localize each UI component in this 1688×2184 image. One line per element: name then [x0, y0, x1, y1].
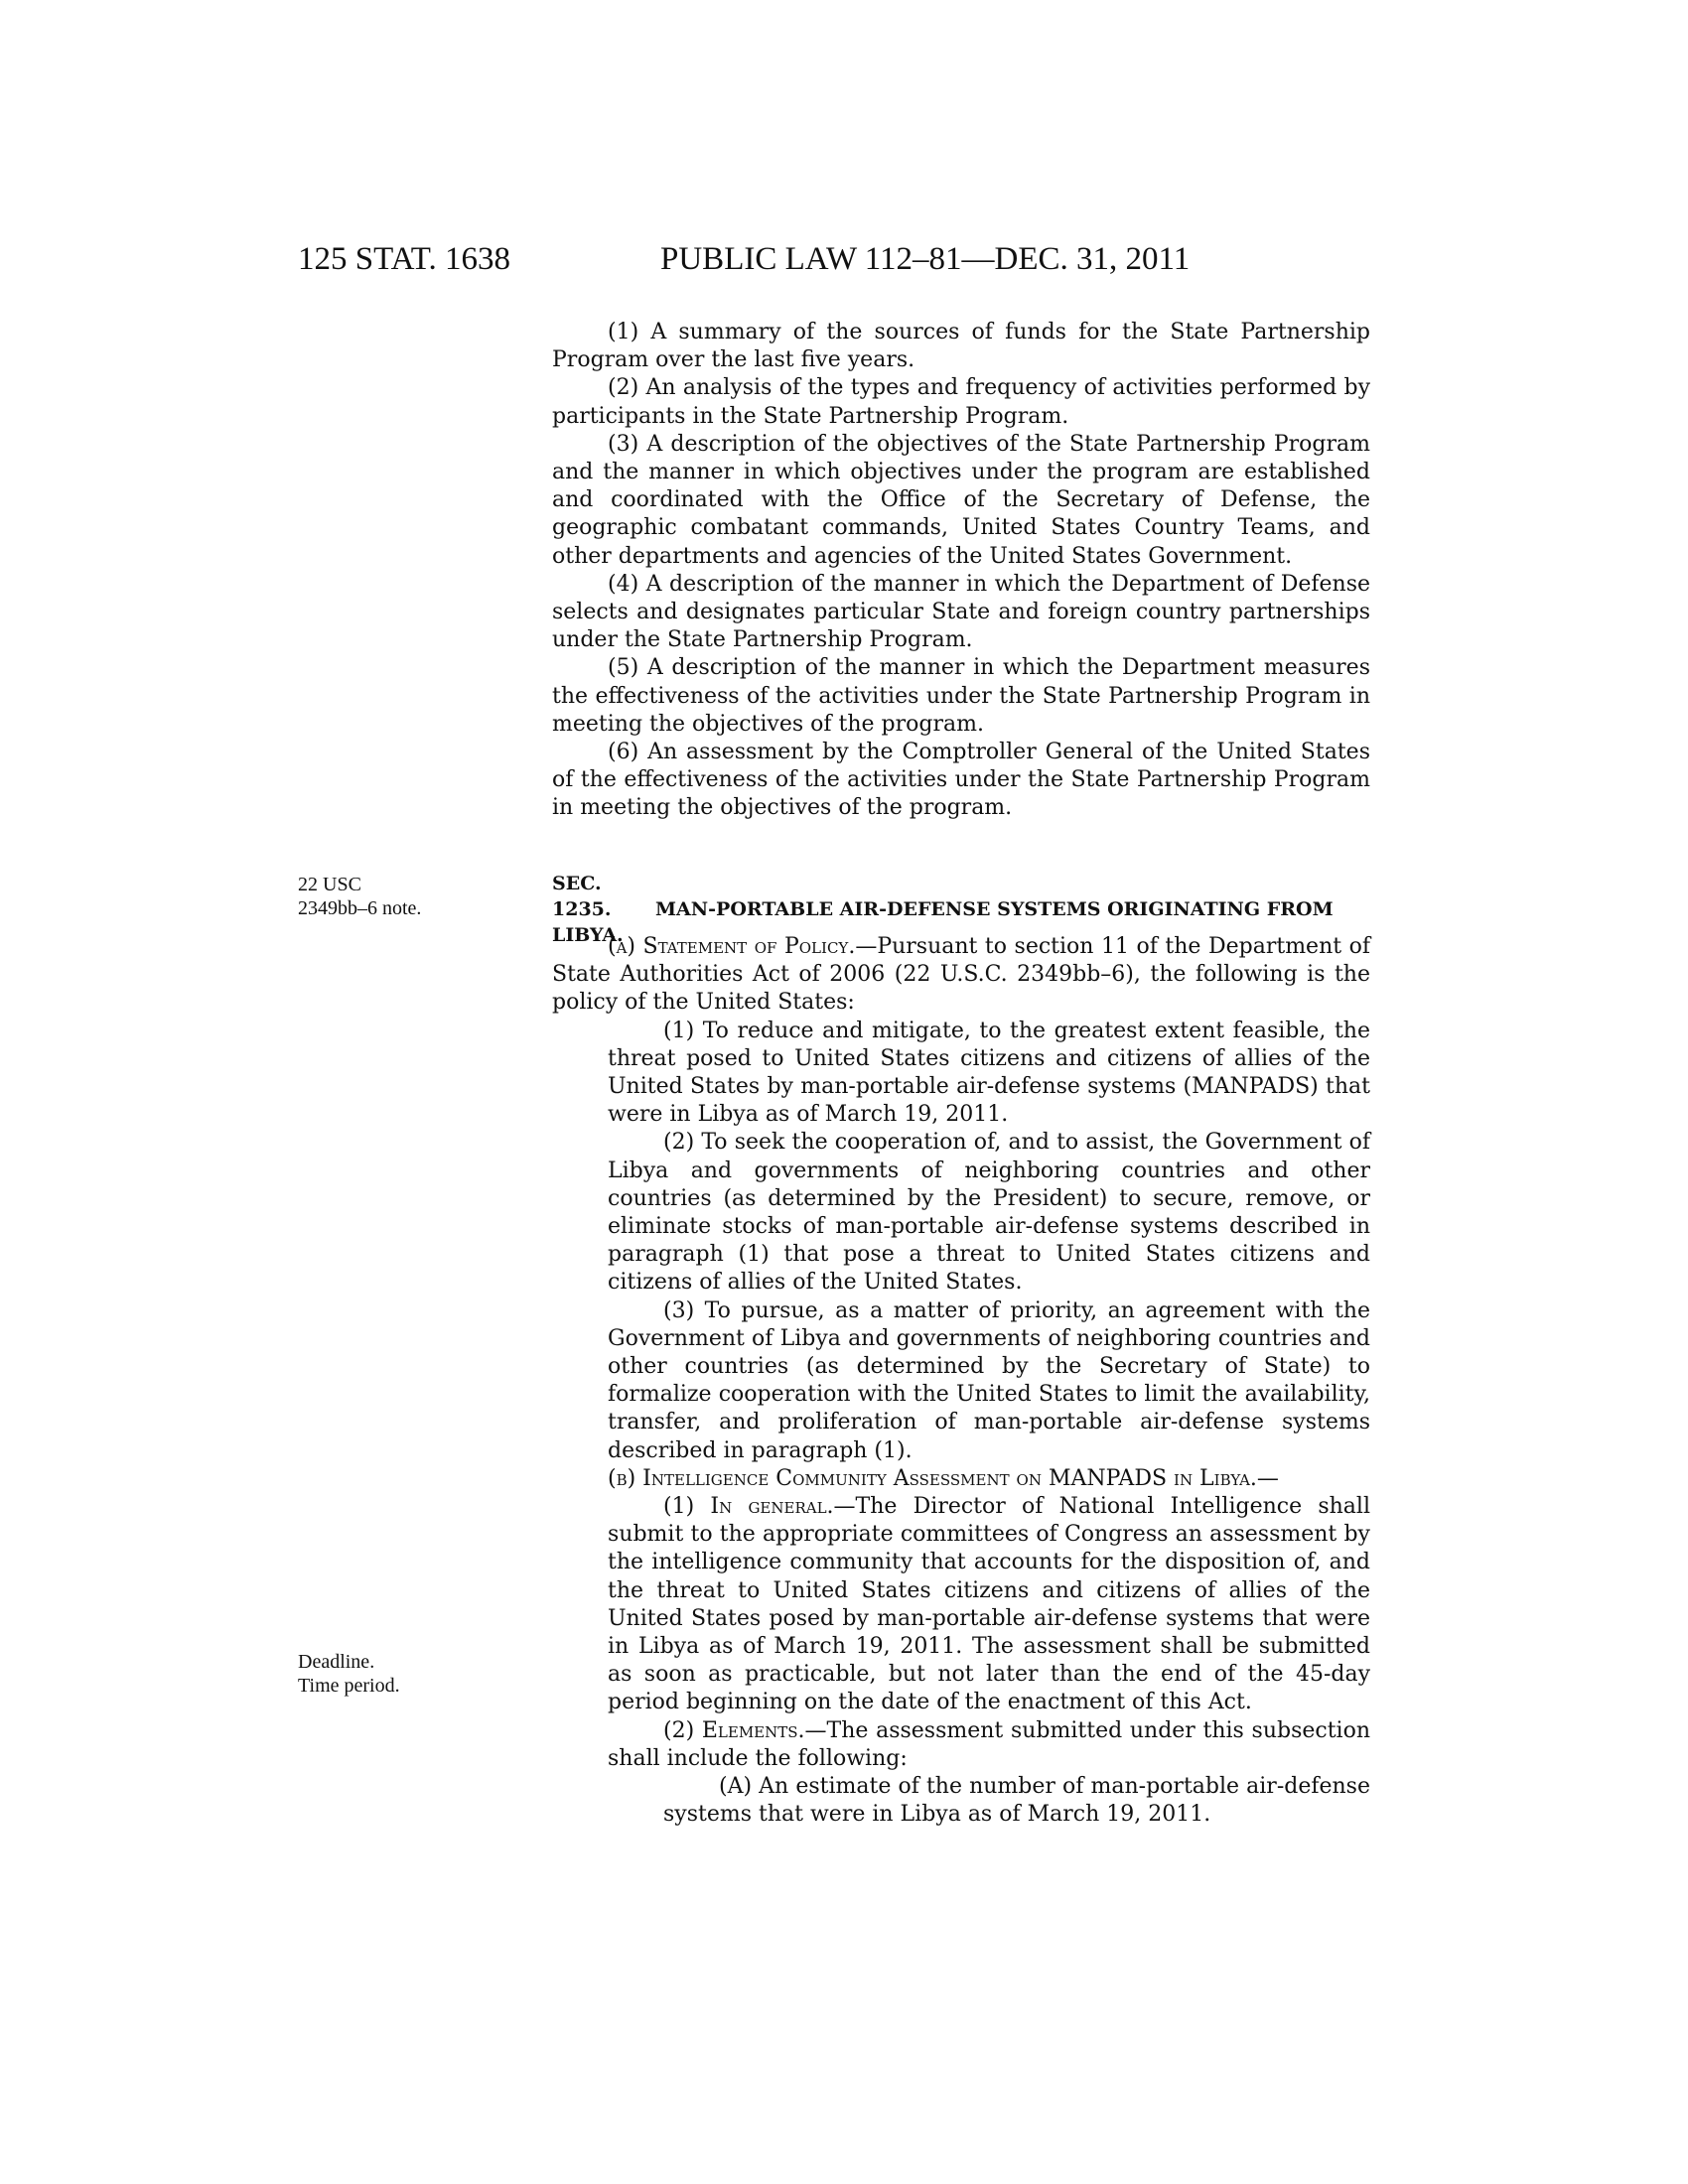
- subsection-b-heading: (b) Intelligence Community Assessment on MANPADS in Libya.—: [608, 1465, 1279, 1491]
- list-item: (2) To seek the cooperation of, and to assist, the Government of Libya and governments of neighboring countries and other countries (as determined by the President) to secure, remove, or eliminate stocks of man-portable air-defense systems described in paragraph (1) that pose a threat to United States citizens and citizens of allies of the United States.: [608, 1130, 1370, 1296]
- deadline-margin-note: Deadline. Time period.: [298, 1651, 400, 1697]
- list-item: (A) An estimate of the number of man-portable air-defense systems that were in Libya as of March 19, 2011.: [663, 1774, 1370, 1828]
- list-item: (4) A description of the manner in which the Department of Defense selects and designates particular State and foreign country partnerships under the State Partnership Program.: [552, 571, 1370, 653]
- page-header: [298, 241, 1370, 291]
- subsection-a-intro: (a) Statement of Policy.—Pursuant to section 11 of the Department of State Authorities Act of 2006 (22 U.S.C. 2349bb–6), the following is the policy of the United States:: [552, 934, 1371, 1016]
- list-item: (5) A description of the manner in which the Department measures the effectiveness of the activities under the State Partnership Program in meeting the objectives of the program.: [552, 655, 1370, 737]
- public-law-title: PUBLIC LAW 112–81—DEC. 31, 2011: [660, 241, 1191, 277]
- subsection-a: [552, 933, 1370, 1830]
- section-title: MAN-PORTABLE AIR-DEFENSE SYSTEMS ORIGINATING FROM LIBYA.: [552, 898, 1334, 946]
- list-item: (6) An assessment by the Comptroller General of the United States of the effectiveness of the activities under the State Partnership Program in meeting the objectives of the program.: [552, 740, 1370, 821]
- subsection-a-heading: (a) Statement of Policy.: [608, 934, 856, 959]
- list-item: (1) To reduce and mitigate, to the greatest extent feasible, the threat posed to United States citizens and citizens of allies of the United States by man-portable air-defense systems (MANPADS) that were in Libya as of March 19, 2011.: [608, 1018, 1370, 1128]
- stat-citation: 125 STAT. 1638: [298, 241, 511, 277]
- report-items: [552, 319, 1370, 823]
- list-item: (3) A description of the objectives of the State Partnership Program and the manner in which objectives under the program are established and coordinated with the Office of the Secretary of Defense, the geographic combatant commands, United States Country Teams, and other departments and agencies of the United States Government.: [552, 431, 1370, 569]
- list-item: (3) To pursue, as a matter of priority, an agreement with the Government of Libya and governments of neighboring countries and other countries (as determined by the Secretary of State) to formalize cooperation with the United States to limit the availability, transfer, and proliferation of man-portable air-defense systems described in paragraph (1).: [608, 1297, 1370, 1463]
- list-item: (2) Elements.—The assessment submitted under this subsection shall include the following:: [608, 1717, 1370, 1771]
- section-number: SEC. 1235.: [552, 873, 612, 920]
- usc-margin-note: 22 USC 2349bb–6 note.: [298, 874, 422, 919]
- list-item: (1) In general.—The Director of National Intelligence shall submit to the appropriate committees of Congress an assessment by the intelligence community that accounts for the disposition of, and the threat to United States citizens and citizens of allies of the United States posed by man-portable air-defense systems that were in Libya as of March 19, 2011. The assessment shall be submitted as soon as practicable, but not later than the end of the 45-day period beginning on the date of the enactment of this Act.: [608, 1494, 1371, 1715]
- list-item: (1) A summary of the sources of funds for the State Partnership Program over the last five years.: [552, 320, 1370, 373]
- list-item: (2) An analysis of the types and frequency of activities performed by participants in the State Partnership Program.: [552, 375, 1370, 429]
